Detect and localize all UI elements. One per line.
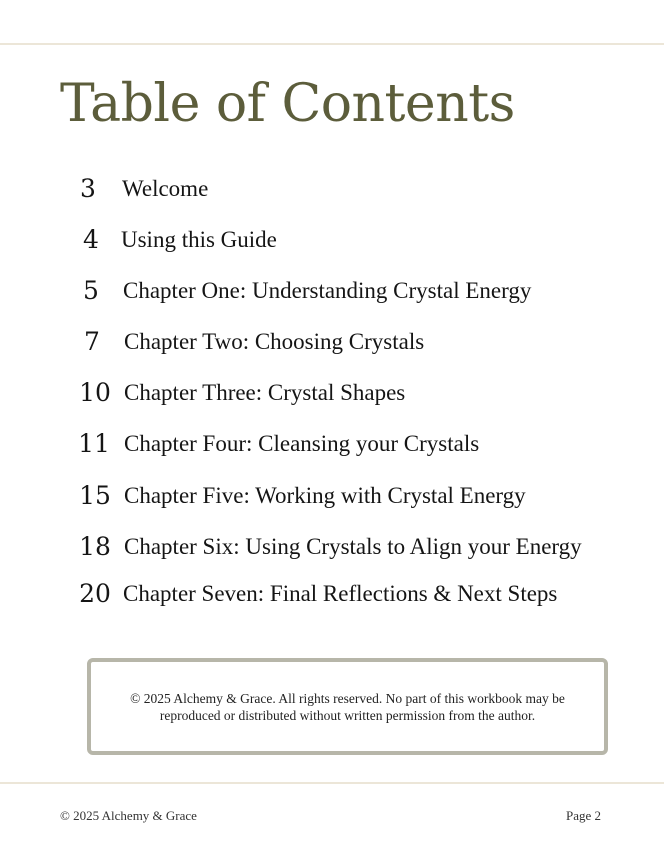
toc-entry[interactable] xyxy=(0,376,664,410)
copyright-notice-text: © 2025 Alchemy & Grace. All rights reserved. No part of this workbook may be reproduced or distributed without written permission from the author. xyxy=(130,690,565,723)
toc-page-number: 15 xyxy=(79,481,111,510)
footer-page-number: Page 2 xyxy=(566,808,602,823)
toc-entry[interactable] xyxy=(0,325,664,359)
toc-page-number: 10 xyxy=(79,378,111,407)
toc-entry[interactable] xyxy=(0,274,664,308)
toc-page-number: 18 xyxy=(79,532,111,561)
toc-entry-label: Chapter Three: Crystal Shapes xyxy=(124,380,406,405)
toc-entry-label: Chapter Five: Working with Crystal Energy xyxy=(124,483,526,508)
toc-entry[interactable] xyxy=(0,172,664,206)
toc-entry-label: Welcome xyxy=(122,176,209,201)
header-rule xyxy=(0,43,664,45)
toc-page-number: 20 xyxy=(79,579,111,608)
footer-rule xyxy=(0,782,664,784)
toc-page-number: 3 xyxy=(80,174,96,203)
toc-page-number: 4 xyxy=(83,225,99,254)
toc-entry-label: Chapter Two: Choosing Crystals xyxy=(124,329,425,354)
toc-page-number: 7 xyxy=(84,327,100,356)
toc-page-number: 5 xyxy=(83,276,99,305)
footer-copyright: © 2025 Alchemy & Grace xyxy=(60,808,197,823)
toc-entry[interactable] xyxy=(0,577,664,611)
toc-entry-label: Chapter Six: Using Crystals to Align your Energy xyxy=(124,534,582,559)
toc-entry-label: Chapter Four: Cleansing your Crystals xyxy=(124,431,480,456)
toc-entry-label: Chapter One: Understanding Crystal Energy xyxy=(123,278,532,303)
toc-entry[interactable] xyxy=(0,427,664,461)
toc-page-number: 11 xyxy=(78,429,110,458)
toc-entry[interactable] xyxy=(0,479,664,513)
toc-entry-label: Chapter Seven: Final Reflections & Next Steps xyxy=(123,581,558,606)
toc-entry-label: Using this Guide xyxy=(121,227,277,252)
toc-entry[interactable] xyxy=(0,530,664,564)
toc-entry[interactable] xyxy=(0,223,664,257)
copyright-notice-box xyxy=(87,658,608,755)
page-title: Table of Contents xyxy=(60,74,515,134)
